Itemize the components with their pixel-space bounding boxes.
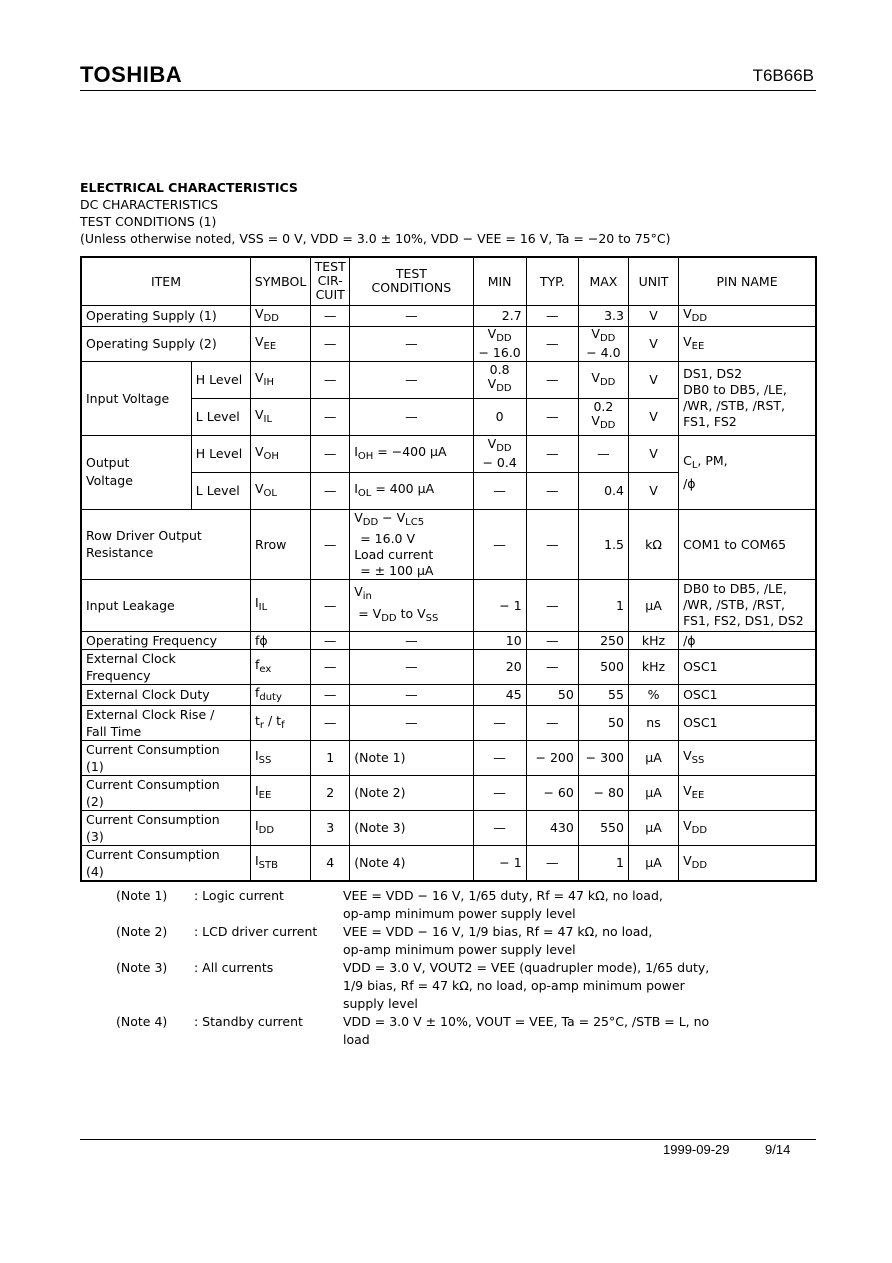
- unit-cell: V: [628, 435, 678, 472]
- dash-cell: —: [526, 361, 578, 398]
- dash-cell: —: [578, 435, 628, 472]
- unit-cell: %: [628, 684, 678, 705]
- section-heading: [80, 179, 671, 247]
- min-cell: 2.7: [473, 305, 526, 326]
- symbol-cell: $V_{IH}$: [250, 361, 310, 398]
- item-cell: Row Driver Output Resistance: [81, 509, 250, 579]
- dash-cell: —: [473, 810, 526, 845]
- item-cell: External Clock Frequency: [81, 649, 250, 684]
- symbol-cell: $f_{duty}$: [250, 684, 310, 705]
- unit-cell: μA: [628, 845, 678, 881]
- symbol-cell: $f_{ex}$: [250, 649, 310, 684]
- dash-cell: —: [473, 775, 526, 810]
- dash-cell: —: [526, 398, 578, 435]
- dash-cell: —: [311, 305, 350, 326]
- col-test-conditions: [350, 257, 473, 305]
- col-test-circuit-line: TEST: [314, 259, 346, 275]
- col-test-conditions-line: TEST: [395, 266, 427, 282]
- level-cell: L Level: [191, 398, 250, 435]
- item-cell: External Clock Duty: [81, 684, 250, 705]
- symbol-cell: $t_r / t_f$: [250, 705, 310, 740]
- pin-cell: $V_{EE}$: [679, 775, 816, 810]
- min-cell: $V_{DD}$ − 16.0: [473, 326, 526, 361]
- dash-cell: —: [311, 631, 350, 649]
- conditions-cell: $I_{OH} = -400$ μA: [350, 435, 473, 472]
- pin-cell: OSC1: [679, 649, 816, 684]
- col-pin-name: PIN NAME: [679, 257, 816, 305]
- symbol-cell: $I_{SS}$: [250, 740, 310, 775]
- conditions-cell: (Note 4): [350, 845, 473, 881]
- table-row: [81, 579, 816, 631]
- typ-cell: − 200: [526, 740, 578, 775]
- pin-cell: DB0 to DB5, /LE, /WR, /STB, /RST, FS1, FS2, DS1, DS2: [679, 579, 816, 631]
- brand-logo: TOSHIBA: [80, 62, 183, 87]
- symbol-cell: $V_{IL}$: [250, 398, 310, 435]
- dash-cell: —: [311, 684, 350, 705]
- conditions-cell: $V_{DD} - V_{LC5}$ = 16.0 V Load current = ± 100 μA: [350, 509, 473, 579]
- circuit-cell: 3: [311, 810, 350, 845]
- unit-cell: μA: [628, 810, 678, 845]
- table-row: [81, 649, 816, 684]
- pin-cell: /ϕ: [679, 631, 816, 649]
- unit-cell: V: [628, 326, 678, 361]
- item-cell: Input Leakage: [81, 579, 250, 631]
- table-row: [81, 740, 816, 775]
- footer-page-number: 9/14: [765, 1142, 791, 1157]
- dash-cell: —: [311, 326, 350, 361]
- section-subtitle: DC CHARACTERISTICS: [80, 197, 219, 212]
- item-cell: Output Voltage: [81, 435, 191, 509]
- item-cell: Current Consumption (1): [81, 740, 250, 775]
- dash-cell: —: [350, 326, 473, 361]
- max-cell: $V_{DD}$ − 4.0: [578, 326, 628, 361]
- unit-cell: kHz: [628, 631, 678, 649]
- table-row: [81, 631, 816, 649]
- unit-cell: kHz: [628, 649, 678, 684]
- conditions-cell: (Note 1): [350, 740, 473, 775]
- table-row: [81, 684, 816, 705]
- dash-cell: —: [311, 579, 350, 631]
- conditions-note: (Unless otherwise noted, VSS = 0 V, VDD = 3.0 ± 10%, VDD − VEE = 16 V, Ta = −20 to 75°C): [80, 231, 671, 246]
- footer-date: 1999-09-29: [663, 1142, 730, 1157]
- min-cell: 45: [473, 684, 526, 705]
- col-test-circuit-line: CUIT: [315, 287, 345, 303]
- unit-cell: V: [628, 361, 678, 398]
- dash-cell: —: [350, 631, 473, 649]
- unit-cell: V: [628, 398, 678, 435]
- symbol-cell: $V_{OH}$: [250, 435, 310, 472]
- max-cell: 0.2 $V_{DD}$: [578, 398, 628, 435]
- dash-cell: —: [526, 305, 578, 326]
- item-cell: Current Consumption (3): [81, 810, 250, 845]
- symbol-cell: $I_{STB}$: [250, 845, 310, 881]
- header-divider: [80, 90, 816, 91]
- typ-cell: − 60: [526, 775, 578, 810]
- item-cell: Operating Supply (1): [81, 305, 250, 326]
- pin-cell: $V_{DD}$: [679, 845, 816, 881]
- footer-divider: [80, 1139, 816, 1140]
- circuit-cell: 4: [311, 845, 350, 881]
- conditions-cell: (Note 2): [350, 775, 473, 810]
- dash-cell: —: [526, 509, 578, 579]
- col-item: ITEM: [81, 257, 250, 305]
- conditions-cell: (Note 3): [350, 810, 473, 845]
- min-cell: − 1: [473, 845, 526, 881]
- unit-cell: ns: [628, 705, 678, 740]
- col-test-conditions-line: CONDITIONS: [371, 280, 452, 296]
- item-cell: Current Consumption (4): [81, 845, 250, 881]
- table-row: [81, 361, 816, 398]
- col-max: MAX: [578, 257, 628, 305]
- pin-cell: $C_L$, PM, /ϕ: [679, 435, 816, 509]
- dash-cell: —: [526, 649, 578, 684]
- dash-cell: —: [526, 845, 578, 881]
- dash-cell: —: [311, 361, 350, 398]
- table-row: [81, 435, 816, 472]
- pin-cell: DS1, DS2 DB0 to DB5, /LE, /WR, /STB, /RST, FS1, FS2: [679, 361, 816, 435]
- dash-cell: —: [350, 361, 473, 398]
- dash-cell: —: [473, 509, 526, 579]
- typ-cell: 430: [526, 810, 578, 845]
- symbol-cell: $I_{EE}$: [250, 775, 310, 810]
- col-test-circuit: [311, 257, 350, 305]
- max-cell: − 300: [578, 740, 628, 775]
- dash-cell: —: [526, 579, 578, 631]
- unit-cell: μA: [628, 775, 678, 810]
- pin-cell: $V_{EE}$: [679, 326, 816, 361]
- level-cell: H Level: [191, 435, 250, 472]
- max-cell: 1.5: [578, 509, 628, 579]
- dash-cell: —: [526, 326, 578, 361]
- min-cell: 20: [473, 649, 526, 684]
- max-cell: 1: [578, 845, 628, 881]
- dash-cell: —: [350, 684, 473, 705]
- max-cell: 3.3: [578, 305, 628, 326]
- circuit-cell: 1: [311, 740, 350, 775]
- dash-cell: —: [311, 435, 350, 472]
- table-row: [81, 845, 816, 881]
- symbol-cell: fϕ: [250, 631, 310, 649]
- dash-cell: —: [350, 649, 473, 684]
- max-cell: − 80: [578, 775, 628, 810]
- pin-cell: OSC1: [679, 705, 816, 740]
- unit-cell: μA: [628, 579, 678, 631]
- dash-cell: —: [311, 705, 350, 740]
- dash-cell: —: [350, 305, 473, 326]
- col-typ: TYP.: [526, 257, 578, 305]
- symbol-cell: $V_{EE}$: [250, 326, 310, 361]
- item-cell: Operating Frequency: [81, 631, 250, 649]
- min-cell: $V_{DD}$ − 0.4: [473, 435, 526, 472]
- symbol-cell: $I_{IL}$: [250, 579, 310, 631]
- unit-cell: kΩ: [628, 509, 678, 579]
- item-cell: Input Voltage: [81, 361, 191, 435]
- symbol-cell: $V_{OL}$: [250, 472, 310, 509]
- col-symbol: SYMBOL: [250, 257, 310, 305]
- dash-cell: —: [473, 740, 526, 775]
- dash-cell: —: [526, 435, 578, 472]
- part-number: T6B66B: [752, 66, 814, 85]
- section-title: ELECTRICAL CHARACTERISTICS: [80, 180, 298, 195]
- level-cell: H Level: [191, 361, 250, 398]
- symbol-cell: Rrow: [250, 509, 310, 579]
- dash-cell: —: [473, 472, 526, 509]
- symbol-cell: $V_{DD}$: [250, 305, 310, 326]
- min-cell: − 1: [473, 579, 526, 631]
- max-cell: 0.4: [578, 472, 628, 509]
- symbol-cell: $I_{DD}$: [250, 810, 310, 845]
- max-cell: $V_{DD}$: [578, 361, 628, 398]
- item-cell: Operating Supply (2): [81, 326, 250, 361]
- dc-characteristics-table: [80, 256, 817, 882]
- max-cell: 550: [578, 810, 628, 845]
- dash-cell: —: [473, 705, 526, 740]
- pin-cell: $V_{DD}$: [679, 810, 816, 845]
- typ-cell: 50: [526, 684, 578, 705]
- pin-cell: $V_{SS}$: [679, 740, 816, 775]
- table-row: [81, 705, 816, 740]
- dash-cell: —: [350, 705, 473, 740]
- col-unit: UNIT: [628, 257, 678, 305]
- dash-cell: —: [526, 472, 578, 509]
- unit-cell: V: [628, 472, 678, 509]
- table-header-row: [81, 257, 816, 305]
- circuit-cell: 2: [311, 775, 350, 810]
- min-cell: 10: [473, 631, 526, 649]
- max-cell: 55: [578, 684, 628, 705]
- dash-cell: —: [311, 509, 350, 579]
- dash-cell: —: [350, 398, 473, 435]
- min-cell: 0.8 $V_{DD}$: [473, 361, 526, 398]
- pin-cell: $V_{DD}$: [679, 305, 816, 326]
- dash-cell: —: [311, 472, 350, 509]
- level-cell: L Level: [191, 472, 250, 509]
- conditions-cell: $I_{OL} = 400$ μA: [350, 472, 473, 509]
- unit-cell: V: [628, 305, 678, 326]
- max-cell: 50: [578, 705, 628, 740]
- pin-cell: COM1 to COM65: [679, 509, 816, 579]
- table-row: [81, 509, 816, 579]
- dash-cell: —: [526, 631, 578, 649]
- item-cell: Current Consumption (2): [81, 775, 250, 810]
- col-test-circuit-line: CIR-: [317, 273, 343, 289]
- col-min: MIN: [473, 257, 526, 305]
- table-row: [81, 810, 816, 845]
- pin-cell: OSC1: [679, 684, 816, 705]
- min-cell: 0: [473, 398, 526, 435]
- table-row: [81, 326, 816, 361]
- max-cell: 250: [578, 631, 628, 649]
- max-cell: 1: [578, 579, 628, 631]
- table-row: [81, 305, 816, 326]
- dash-cell: —: [311, 649, 350, 684]
- conditions-cell: $V_{in}$ = $V_{DD}$ to $V_{SS}$: [350, 579, 473, 631]
- test-conditions-label: TEST CONDITIONS (1): [80, 214, 217, 229]
- max-cell: 500: [578, 649, 628, 684]
- unit-cell: μA: [628, 740, 678, 775]
- table-row: [81, 775, 816, 810]
- dash-cell: —: [311, 398, 350, 435]
- dash-cell: —: [526, 705, 578, 740]
- item-cell: External Clock Rise / Fall Time: [81, 705, 250, 740]
